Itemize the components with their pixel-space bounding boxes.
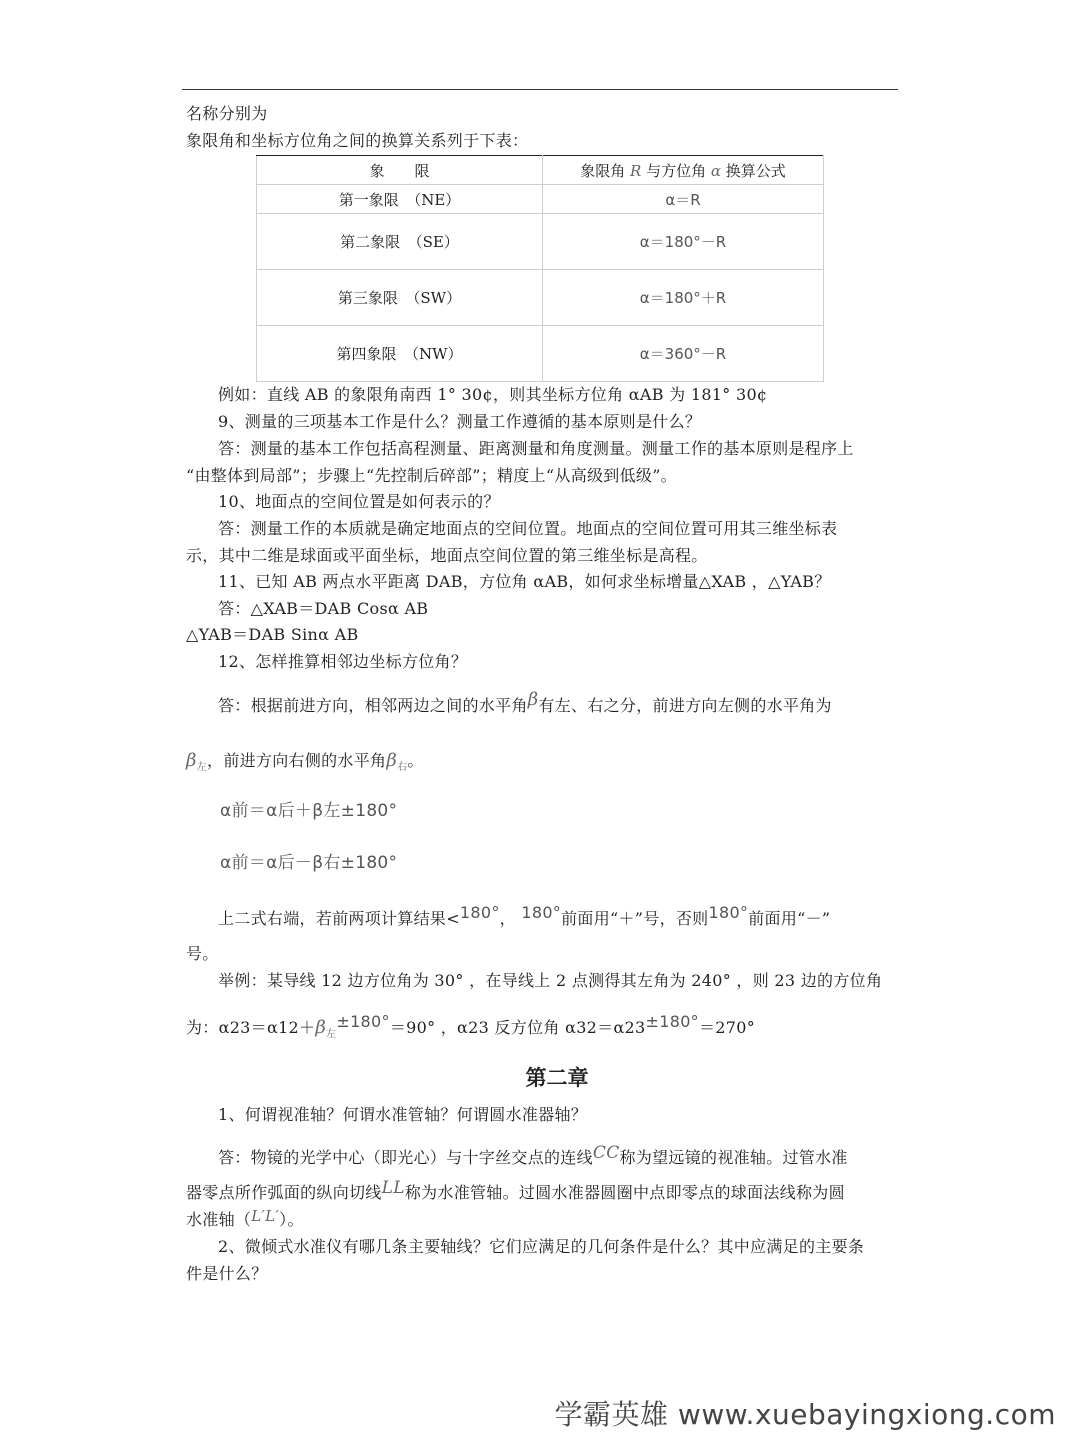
answer-1-line-2: 器零点所作弧面的纵向切线LL称为水准管轴。过圆水准器圆圈中点即零点的球面法线称为圆 xyxy=(186,1178,845,1202)
example-2-line-2: 为：$\alpha 23=\alpha 12+\beta_左\pm 180^\circ=90^\circ$ ，α23 反方位角 α32＝α23±180°＝270° xyxy=(186,1012,756,1040)
footer-watermark: 学霸英雄 www.xuebayingxiong.com xyxy=(554,1398,1056,1431)
table-row xyxy=(257,326,824,382)
question-2-line-2: 件是什么？ xyxy=(186,1264,268,1283)
answer-9-line-1: 答：测量的基本工作包括高程测量、距离测量和角度测量。测量工作的基本原则是程序上 xyxy=(218,439,854,458)
answer-10-line-2: 示，其中二维是球面或平面坐标，地面点空间位置的第三维坐标是高程。 xyxy=(186,546,708,565)
text-line: 名称分别为 xyxy=(186,104,268,123)
question-2-line-1: 2、微倾式水准仪有哪几条主要轴线？它们应满足的几何条件是什么？其中应满足的主要条 xyxy=(218,1237,865,1256)
quadrant-cell: 第四象限 （NW） xyxy=(257,326,543,382)
question-1: 1、何谓视准轴？何谓水准管轴？何谓圆水准器轴？ xyxy=(218,1105,588,1124)
text-line: 象限角和坐标方位角之间的换算关系列于下表： xyxy=(186,131,529,150)
quadrant-cell: 第二象限 （SE） xyxy=(257,214,543,270)
header-rule xyxy=(182,89,898,90)
beta-symbol: β xyxy=(527,689,539,710)
chapter-heading: 第二章 xyxy=(525,1065,589,1090)
question-12: 12、怎样推算相邻边坐标方位角？ xyxy=(218,652,468,671)
table-row xyxy=(257,185,824,214)
table-header-row xyxy=(257,156,824,185)
quadrant-cell: 第一象限 （NE） xyxy=(257,185,543,214)
question-10: 10、地面点的空间位置是如何表示的？ xyxy=(218,492,500,511)
table-header-formula: 象限角 R 与方位角 α 换算公式 xyxy=(543,156,824,185)
table-row xyxy=(257,214,824,270)
formula-1: α前＝α后＋β左±180° xyxy=(220,801,398,821)
text-line: 例如：直线 AB 的象限角南西 1° 30¢，则其坐标方位角 αAB 为 181° 30¢ xyxy=(218,385,768,404)
question-11: 11、已知 AB 两点水平距离 DAB，方位角 αAB，如何求坐标增量△XAB ，△YAB？ xyxy=(218,572,831,591)
example-2-line-1: 举例：某导线 12 边方位角为 30° ，在导线上 2 点测得其左角为 240° ，则 23 边的方位角 xyxy=(218,971,883,990)
answer-11-line-1: 答：△XAB＝DAB Cosα AB xyxy=(218,599,429,618)
table-header-quadrant: 象 限 xyxy=(257,156,543,185)
answer-10-line-1: 答：测量工作的本质就是确定地面点的空间位置。地面点的空间位置可用其三维坐标表 xyxy=(218,519,838,538)
table-row xyxy=(257,270,824,326)
formula-cell: α＝R xyxy=(543,185,824,214)
answer-9-line-2: “由整体到局部”；步骤上“先控制后碎部”；精度上“从高级到低级”。 xyxy=(186,466,677,485)
quadrant-conversion-table xyxy=(256,155,824,382)
answer-12-line-2: $\beta_左$，前进方向右侧的水平角$\beta_右$。 xyxy=(186,750,424,773)
formula-cell: α＝180°＋R xyxy=(543,270,824,326)
answer-12-line-3: 上二式右端，若前两项计算结果<180°， 180°前面用“＋”号，否则180°前面用“－” xyxy=(218,903,831,928)
answer-12-line-1: 答：根据前进方向，相邻两边之间的水平角β有左、右之分，前进方向左侧的水平角为 xyxy=(218,689,832,715)
answer-11-line-2: △YAB＝DAB Sinα AB xyxy=(186,625,359,644)
answer-12-line-4: 号。 xyxy=(186,944,219,963)
formula-2: α前＝α后－β右±180° xyxy=(220,853,398,873)
quadrant-cell: 第三象限 （SW） xyxy=(257,270,543,326)
formula-cell: α＝360°－R xyxy=(543,326,824,382)
answer-1-line-1: 答：物镜的光学中心（即光心）与十字丝交点的连线CC称为望远镜的视准轴。过管水准 xyxy=(218,1143,848,1167)
formula-cell: α＝180°－R xyxy=(543,214,824,270)
answer-1-line-3: 水准轴（L′L′）。 xyxy=(186,1207,304,1229)
question-9: 9、测量的三项基本工作是什么？测量工作遵循的基本原则是什么？ xyxy=(218,412,702,431)
